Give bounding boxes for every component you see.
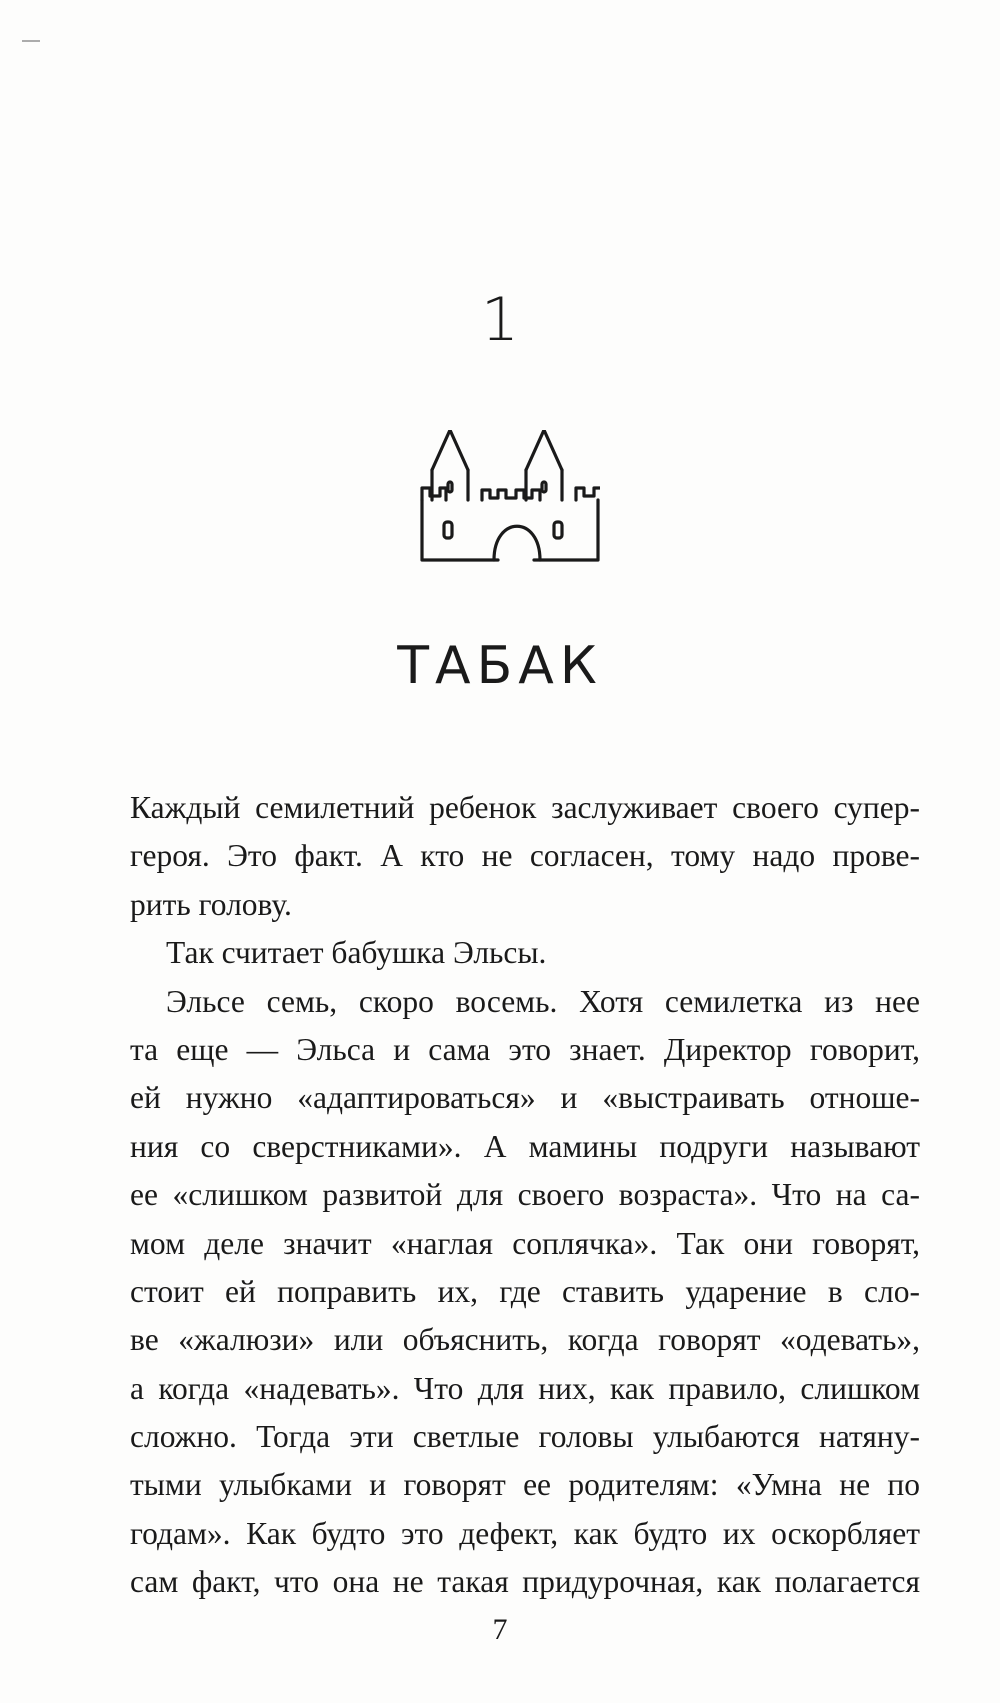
text-line: тыми улыбками и говорят ее родителям: «Умна не по xyxy=(130,1467,920,1503)
text-line: ния со сверстниками». А мамины подруги называют xyxy=(130,1128,920,1164)
text-line: ей нужно «адаптироваться» и «выстраивать отноше- xyxy=(130,1080,920,1116)
text-line: стоит ей поправить их, где ставить ударение в сло- xyxy=(130,1273,920,1309)
text-line: ее «слишком развитой для своего возраста». Что на са- xyxy=(130,1177,920,1213)
text-line: сам факт, что она не такая придурочная, как полагается xyxy=(130,1564,920,1600)
chapter-number: 1 xyxy=(480,285,520,355)
text-line: а когда «надевать». Что для них, как правило, слишком xyxy=(130,1370,920,1406)
text-line: годам». Как будто это дефект, как будто их оскорбляет xyxy=(130,1515,920,1551)
scan-speck xyxy=(22,40,40,42)
chapter-title: ТАБАК xyxy=(397,636,603,696)
text-line: та еще — Эльса и сама это знает. Директор говорит, xyxy=(130,1031,920,1067)
text-line: сложно. Тогда эти светлые головы улыбаются натяну- xyxy=(130,1419,920,1455)
body-text xyxy=(130,784,920,1607)
text-line: рить голову. xyxy=(130,886,292,922)
text-line: Так считает бабушка Эльсы. xyxy=(166,935,547,971)
text-line: героя. Это факт. А кто не согласен, тому надо прове- xyxy=(130,838,920,874)
text-line: ве «жалюзи» или объяснить, когда говорят «одевать», xyxy=(130,1322,920,1358)
page-number: 7 xyxy=(492,1613,508,1646)
text-line: Каждый семилетний ребенок заслуживает своего супер- xyxy=(130,790,920,825)
castle-icon xyxy=(418,430,600,598)
text-line: Эльсе семь, скоро восемь. Хотя семилетка из нее xyxy=(166,983,920,1019)
text-line: мом деле значит «наглая соплячка». Так они говорят, xyxy=(130,1225,920,1261)
